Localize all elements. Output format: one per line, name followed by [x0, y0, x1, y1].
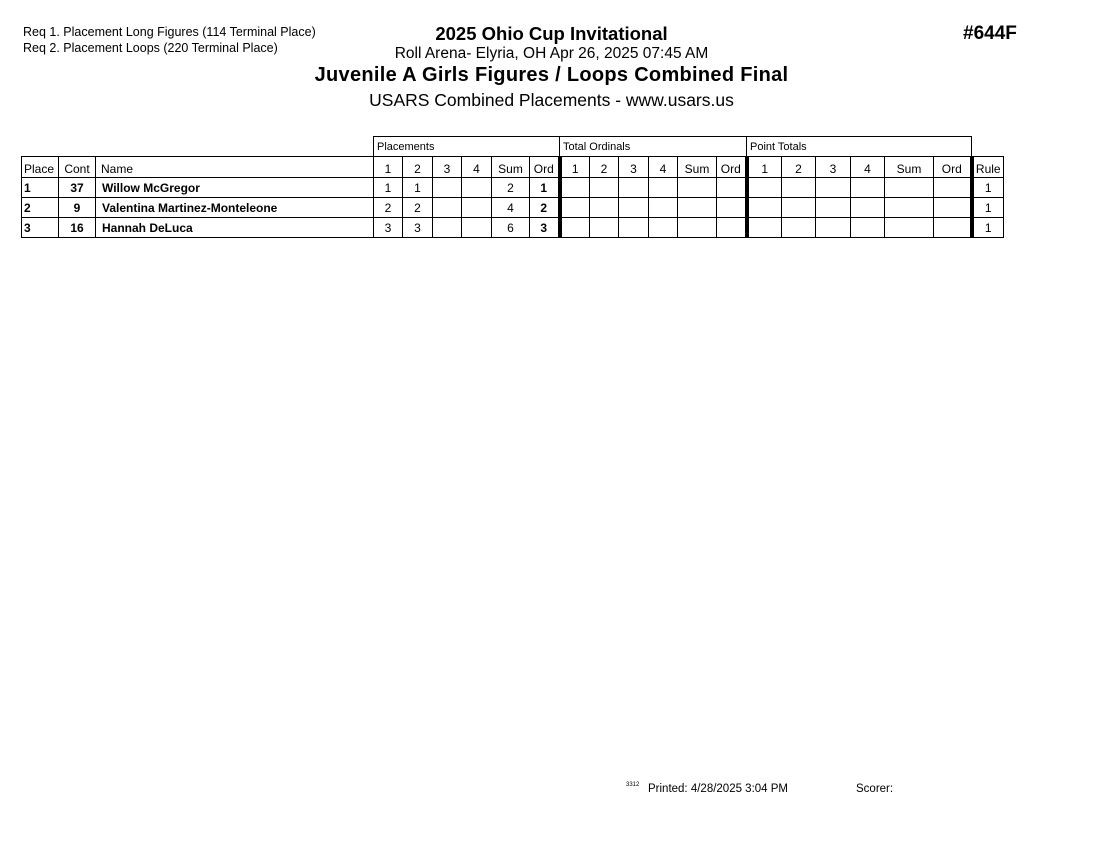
col-placement-1: 1 [374, 157, 403, 178]
venue-date: Roll Arena- Elyria, OH Apr 26, 2025 07:45 AM [394, 45, 709, 62]
row-placement-3 [433, 218, 462, 238]
col-points-sum: Sum [885, 157, 934, 178]
row-rule: 1 [972, 218, 1004, 238]
col-placement-2: 2 [403, 157, 433, 178]
footer-id-code: 3312 [626, 782, 640, 788]
col-placement-4: 4 [462, 157, 492, 178]
row-placement-ord: 1 [530, 178, 560, 198]
results-table [21, 136, 1004, 238]
requirement-2: Req 2. Placement Loops (220 Terminal Place) [23, 41, 278, 55]
group-header-row [22, 137, 1004, 157]
col-points-4: 4 [851, 157, 885, 178]
row-placement-4 [462, 218, 492, 238]
col-placement-3: 3 [433, 157, 462, 178]
row-placement-3 [433, 178, 462, 198]
col-placement-sum: Sum [492, 157, 530, 178]
col-ordinal-4: 4 [649, 157, 678, 178]
col-place: Place [22, 157, 59, 178]
competition-title: Juvenile A Girls Figures / Loops Combined Final [314, 64, 789, 86]
row-place: 2 [22, 198, 59, 218]
col-ordinal-ord: Ord [717, 157, 747, 178]
row-placement-2: 3 [403, 218, 433, 238]
row-placement-2: 2 [403, 198, 433, 218]
row-placement-3 [433, 198, 462, 218]
col-ordinal-2: 2 [590, 157, 619, 178]
row-placement-sum: 4 [492, 198, 530, 218]
row-place: 1 [22, 178, 59, 198]
requirement-1: Req 1. Placement Long Figures (114 Terminal Place) [23, 25, 316, 39]
row-placement-4 [462, 198, 492, 218]
row-name: Hannah DeLuca [96, 218, 374, 238]
table-row [22, 178, 1004, 198]
printed-timestamp: Printed: 4/28/2025 3:04 PM [648, 783, 789, 795]
row-placement-sum: 6 [492, 218, 530, 238]
col-points-1: 1 [747, 157, 782, 178]
col-ordinal-sum: Sum [678, 157, 717, 178]
row-cont: 16 [59, 218, 96, 238]
total-ordinals-header: Total Ordinals [560, 137, 747, 157]
row-cont: 9 [59, 198, 96, 218]
event-title: 2025 Ohio Cup Invitational [435, 23, 668, 44]
scorer-label: Scorer: [856, 783, 894, 795]
row-placement-ord: 2 [530, 198, 560, 218]
col-points-3: 3 [816, 157, 851, 178]
point-totals-header: Point Totals [747, 137, 972, 157]
table-row [22, 218, 1004, 238]
table-row [22, 198, 1004, 218]
col-ordinal-3: 3 [619, 157, 649, 178]
row-placement-4 [462, 178, 492, 198]
row-placement-2: 1 [403, 178, 433, 198]
col-ordinal-1: 1 [560, 157, 590, 178]
row-place: 3 [22, 218, 59, 238]
row-placement-1: 1 [374, 178, 403, 198]
col-points-2: 2 [782, 157, 816, 178]
column-header-row [22, 157, 1004, 178]
row-name: Valentina Martinez-Monteleone [96, 198, 374, 218]
row-placement-1: 3 [374, 218, 403, 238]
placements-header: Placements [374, 137, 560, 157]
row-placement-1: 2 [374, 198, 403, 218]
row-rule: 1 [972, 198, 1004, 218]
event-number: #644F [963, 23, 1017, 44]
col-placement-ord: Ord [530, 157, 560, 178]
col-points-ord: Ord [934, 157, 972, 178]
subtitle: USARS Combined Placements - www.usars.us [369, 90, 734, 110]
row-placement-ord: 3 [530, 218, 560, 238]
col-cont: Cont [59, 157, 96, 178]
row-placement-sum: 2 [492, 178, 530, 198]
col-rule: Rule [972, 157, 1004, 178]
row-cont: 37 [59, 178, 96, 198]
row-rule: 1 [972, 178, 1004, 198]
row-name: Willow McGregor [96, 178, 374, 198]
col-name: Name [96, 157, 374, 178]
